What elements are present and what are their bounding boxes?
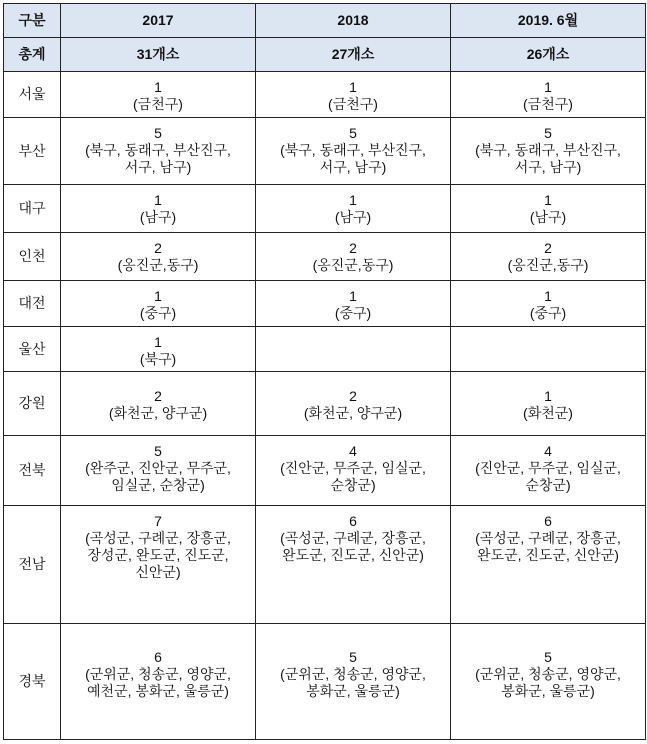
region-label: 대구 xyxy=(4,185,61,233)
total-value: 27개소 xyxy=(256,38,451,72)
count-cell xyxy=(61,506,256,624)
district-list: (군위군, 청송군, 영양군, xyxy=(85,666,231,682)
region-label: 서울 xyxy=(4,72,61,118)
count-cell xyxy=(451,506,646,624)
district-list: (중구) xyxy=(139,305,177,321)
district-list: 봉화군, 울릉군) xyxy=(306,683,400,699)
count-cell xyxy=(256,281,451,327)
count-value: 1 xyxy=(544,388,552,404)
count-cell xyxy=(61,72,256,118)
count-value: 1 xyxy=(544,192,552,208)
table-row xyxy=(4,281,646,327)
header-label: 구분 xyxy=(4,4,61,38)
count-value: 1 xyxy=(154,192,162,208)
district-list: (중구) xyxy=(334,305,372,321)
count-value: 1 xyxy=(349,192,357,208)
count-cell xyxy=(451,118,646,185)
region-label: 경북 xyxy=(4,624,61,740)
count-cell xyxy=(451,185,646,233)
header-year: 2019. 6월 xyxy=(451,4,646,38)
count-value: 4 xyxy=(544,443,552,459)
district-list: (진안군, 무주군, 임실군, xyxy=(280,460,426,476)
count-cell xyxy=(256,118,451,185)
total-value: 31개소 xyxy=(61,38,256,72)
district-list: (금천구) xyxy=(523,96,573,112)
count-cell xyxy=(451,327,646,372)
count-value: 5 xyxy=(544,649,552,665)
district-list: (화천군) xyxy=(523,405,573,421)
count-value: 2 xyxy=(349,388,357,404)
count-value: 1 xyxy=(349,288,357,304)
district-list: (남구) xyxy=(529,209,567,225)
count-cell xyxy=(61,436,256,506)
district-list: (화천군, 양구군) xyxy=(108,405,208,421)
facility-table xyxy=(3,3,646,740)
district-list: (화천군, 양구군) xyxy=(303,405,403,421)
table-row xyxy=(4,118,646,185)
district-list: (옹진군,동구) xyxy=(312,257,394,273)
district-list: (곡성군, 구례군, 장흥군, xyxy=(280,530,426,546)
district-list: (북구, 동래구, 부산진구, xyxy=(475,142,621,158)
count-value: 1 xyxy=(544,288,552,304)
header-year: 2018 xyxy=(256,4,451,38)
region-label: 부산 xyxy=(4,118,61,185)
district-list: (금천구) xyxy=(133,96,183,112)
district-list: 봉화군, 울릉군) xyxy=(501,683,595,699)
table-row xyxy=(4,233,646,281)
district-list: (북구, 동래구, 부산진구, xyxy=(85,142,231,158)
district-list: 예천군, 봉화군, 울릉군) xyxy=(87,683,229,699)
district-list: (북구) xyxy=(139,351,177,367)
count-value: 2 xyxy=(544,240,552,256)
count-cell xyxy=(256,372,451,436)
count-value: 5 xyxy=(154,443,162,459)
district-list: (옹진군,동구) xyxy=(507,257,589,273)
district-list: 서구, 남구) xyxy=(514,159,582,175)
table-row xyxy=(4,624,646,740)
count-value: 6 xyxy=(349,513,357,529)
district-list: (진안군, 무주군, 임실군, xyxy=(475,460,621,476)
region-label: 인천 xyxy=(4,233,61,281)
district-list: 순창군) xyxy=(330,477,376,493)
district-list: (곡성군, 구례군, 장흥군, xyxy=(85,530,231,546)
count-cell xyxy=(256,185,451,233)
count-cell xyxy=(451,372,646,436)
header-row xyxy=(4,4,646,38)
district-list: 순창군) xyxy=(525,477,571,493)
count-cell xyxy=(61,327,256,372)
count-cell xyxy=(256,72,451,118)
count-cell xyxy=(256,624,451,740)
district-list: 서구, 남구) xyxy=(124,159,192,175)
count-cell xyxy=(61,372,256,436)
district-list: (완주군, 진안군, 무주군, xyxy=(85,460,231,476)
count-cell xyxy=(61,624,256,740)
district-list: 서구, 남구) xyxy=(319,159,387,175)
region-label: 전북 xyxy=(4,436,61,506)
district-list: (남구) xyxy=(139,209,177,225)
total-row xyxy=(4,38,646,72)
district-list: (중구) xyxy=(529,305,567,321)
count-value: 1 xyxy=(544,79,552,95)
count-cell xyxy=(256,506,451,624)
count-value: 7 xyxy=(154,513,162,529)
district-list: 완도군, 진도군, 신안군) xyxy=(282,547,424,563)
count-value: 5 xyxy=(544,125,552,141)
district-list: (옹진군,동구) xyxy=(117,257,199,273)
count-value: 2 xyxy=(154,388,162,404)
count-cell xyxy=(61,185,256,233)
count-cell xyxy=(451,436,646,506)
count-value: 1 xyxy=(349,79,357,95)
table-row xyxy=(4,327,646,372)
table-row xyxy=(4,436,646,506)
count-cell xyxy=(451,233,646,281)
count-value: 6 xyxy=(544,513,552,529)
count-cell xyxy=(61,233,256,281)
table-row xyxy=(4,72,646,118)
count-value: 2 xyxy=(154,240,162,256)
district-list: 장성군, 완도군, 진도군, xyxy=(87,547,229,563)
district-list: (남구) xyxy=(334,209,372,225)
table-row xyxy=(4,185,646,233)
count-cell xyxy=(61,118,256,185)
district-list: 임실군, 순창군) xyxy=(111,477,205,493)
district-list: (군위군, 청송군, 영양군, xyxy=(475,666,621,682)
count-value: 6 xyxy=(154,649,162,665)
region-label: 대전 xyxy=(4,281,61,327)
count-cell xyxy=(256,233,451,281)
district-list: 신안군) xyxy=(135,564,181,580)
total-label: 총계 xyxy=(4,38,61,72)
district-list: (북구, 동래구, 부산진구, xyxy=(280,142,426,158)
region-label: 전남 xyxy=(4,506,61,624)
count-cell xyxy=(451,281,646,327)
district-list: (금천구) xyxy=(328,96,378,112)
count-cell xyxy=(451,624,646,740)
district-list: (군위군, 청송군, 영양군, xyxy=(280,666,426,682)
header-year: 2017 xyxy=(61,4,256,38)
count-value: 1 xyxy=(154,79,162,95)
district-list: 완도군, 진도군, 신안군) xyxy=(477,547,619,563)
table-row xyxy=(4,372,646,436)
count-value: 1 xyxy=(154,334,162,350)
table-row xyxy=(4,506,646,624)
count-value: 2 xyxy=(349,240,357,256)
district-list: (곡성군, 구례군, 장흥군, xyxy=(475,530,621,546)
count-cell xyxy=(451,72,646,118)
region-label: 강원 xyxy=(4,372,61,436)
count-cell xyxy=(256,327,451,372)
count-cell xyxy=(256,436,451,506)
region-label: 울산 xyxy=(4,327,61,372)
count-value: 5 xyxy=(154,125,162,141)
total-value: 26개소 xyxy=(451,38,646,72)
count-value: 5 xyxy=(349,649,357,665)
count-value: 1 xyxy=(154,288,162,304)
count-value: 5 xyxy=(349,125,357,141)
count-cell xyxy=(61,281,256,327)
count-value: 4 xyxy=(349,443,357,459)
